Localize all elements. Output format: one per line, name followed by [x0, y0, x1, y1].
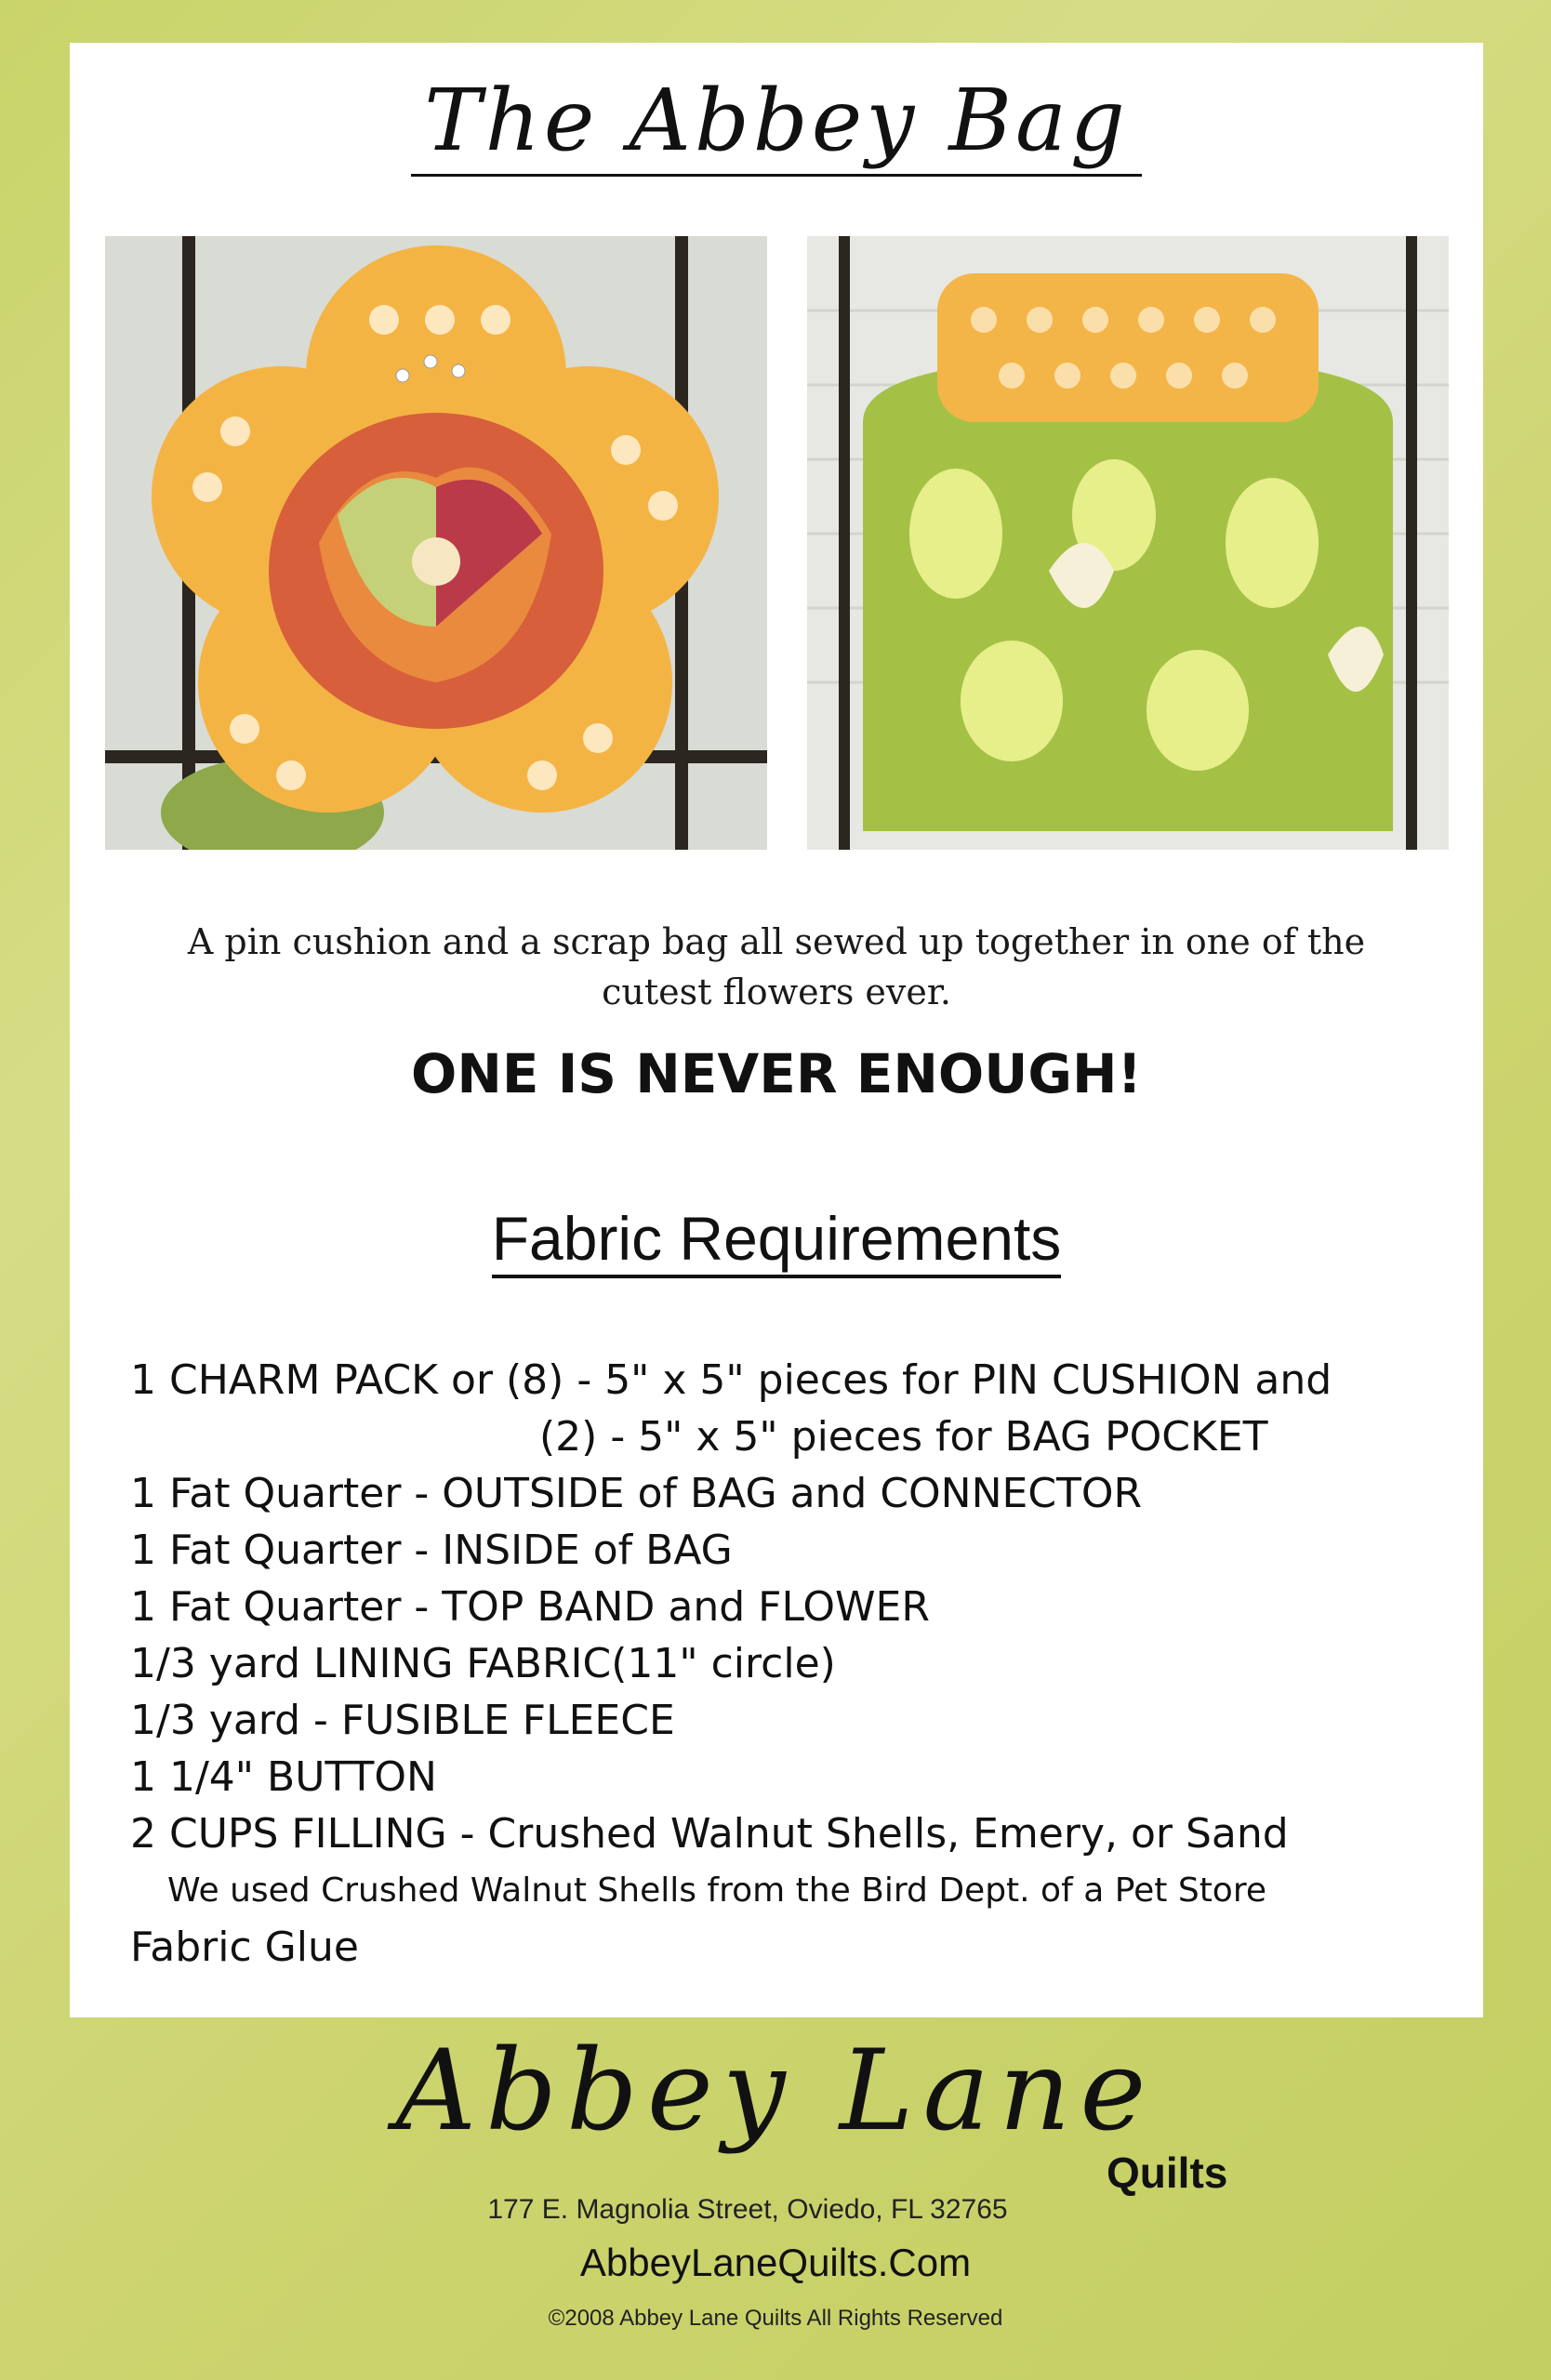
slogan: ONE IS NEVER ENOUGH! [411, 1042, 1142, 1105]
page-title: The Abbey Bag [70, 71, 1483, 170]
pin-cushion-photo [105, 236, 767, 850]
list-item: Fabric Glue [130, 1924, 359, 1971]
list-item: 1/3 yard LINING FABRIC(11" circle) [130, 1640, 836, 1687]
scrap-bag-photo [807, 236, 1449, 850]
list-item: 1 1/4" BUTTON [130, 1753, 437, 1801]
pattern-card [70, 43, 1483, 2017]
address: 177 E. Magnolia Street, Oviedo, FL 32765 [487, 2194, 1008, 2225]
list-item: 1/3 yard - FUSIBLE FLEECE [130, 1697, 675, 1744]
list-item-note: We used Crushed Walnut Shells from the Bird Dept. of a Pet Store [167, 1871, 1266, 1910]
list-item: 2 CUPS FILLING - Crushed Walnut Shells, Emery, or Sand [130, 1810, 1289, 1858]
copyright: ©2008 Abbey Lane Quilts All Rights Reserved [548, 2306, 1003, 2331]
requirements-list [130, 1352, 1451, 1976]
brand-sub: Quilts [1107, 2149, 1228, 2197]
list-item: 1 Fat Quarter - TOP BAND and FLOWER [130, 1583, 930, 1631]
list-item: 1 Fat Quarter - OUTSIDE of BAG and CONNECTOR [130, 1470, 1143, 1517]
brand-logo: Abbey Lane [395, 2027, 1156, 2156]
website-link[interactable]: AbbeyLaneQuilts.Com [579, 2241, 972, 2284]
tagline: A pin cushion and a scrap bag all sewed up together in one of the cutest flowers ever. [187, 921, 1366, 1012]
list-item: (2) - 5" x 5" pieces for BAG POCKET [539, 1413, 1268, 1461]
list-item: 1 Fat Quarter - INSIDE of BAG [130, 1527, 733, 1574]
section-title: Fabric Requirements [70, 1203, 1483, 1274]
list-item: 1 CHARM PACK or (8) - 5" x 5" pieces for PIN CUSHION and [130, 1356, 1332, 1404]
